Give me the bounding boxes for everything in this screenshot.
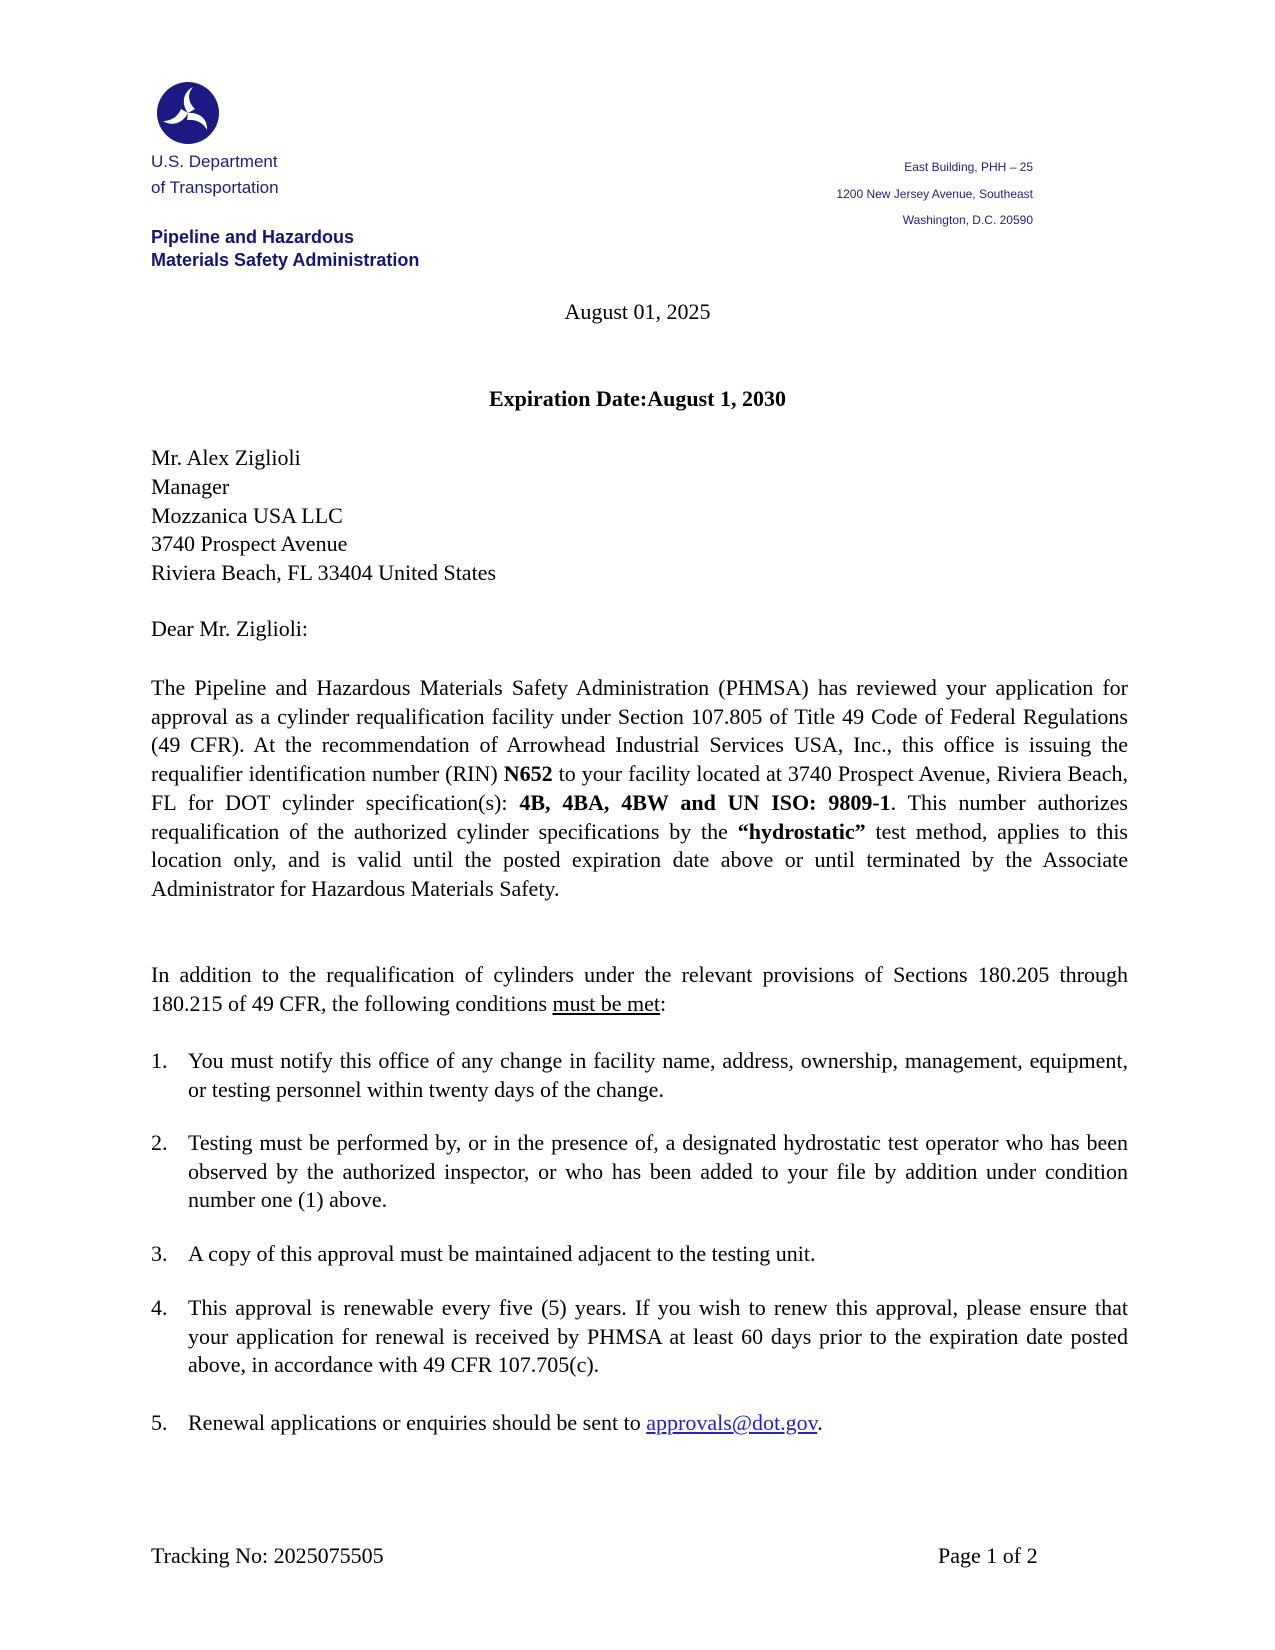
rin-number: N652	[503, 761, 553, 787]
test-method: “hydrostatic”	[737, 818, 866, 844]
paragraph1-part1: The Pipeline and Hazardous Materials Safety Administration (PHMSA) has reviewed your application for approval as a cylinder requalification facility under Section 107.805 of Title 49 Code of Federal Regulations (49 CFR). At the recommendation of Arrowhead Industrial Services USA, Inc., this office is issuing the requalifier identification number (RIN)	[151, 675, 1128, 787]
salutation: Dear Mr. Ziglioli:	[151, 616, 309, 641]
recipient-block	[151, 444, 496, 588]
condition-text	[188, 1409, 1128, 1438]
recipient-city: Riviera Beach, FL 33404 United States	[151, 560, 497, 586]
office-address	[836, 154, 1033, 234]
condition-number: 3.	[151, 1241, 168, 1266]
condition-number: 2.	[151, 1130, 168, 1155]
administration-line-1: Pipeline and Hazardous	[151, 227, 355, 247]
condition-text: A copy of this approval must be maintained adjacent to the testing unit.	[188, 1241, 816, 1266]
condition-item	[151, 1240, 1128, 1269]
department-line-2: of Transportation	[151, 178, 279, 197]
cylinder-specs: 4B, 4BA, 4BW and UN ISO: 9809-1	[519, 789, 891, 815]
paragraph1-part2: to your facility located at 3740 Prospect Avenue, Riviera Beach, FL for DOT cylinder specification(s):	[151, 761, 1128, 815]
must-be-met-underlined: must be met	[552, 990, 661, 1016]
department-name	[151, 149, 279, 201]
dot-logo-icon	[157, 82, 219, 144]
condition-text: Testing must be performed by, or in the presence of, a designated hydrostatic test operator who has been observed by the authorized inspector, or who has been added to your file by addition under condition number one (1) above.	[188, 1130, 1128, 1213]
recipient-name: Mr. Alex Ziglioli	[151, 445, 301, 470]
condition-number: 5.	[151, 1410, 168, 1435]
condition-5-text: Renewal applications or enquiries should be sent to	[188, 1410, 647, 1435]
recipient-company: Mozzanica USA LLC	[151, 502, 343, 528]
letter-date: August 01, 2025	[564, 299, 711, 324]
approval-paragraph	[151, 674, 1128, 904]
condition-5-after: .	[817, 1410, 823, 1435]
condition-item	[151, 1294, 1128, 1380]
address-line-1: East Building, PHH – 25	[904, 160, 1033, 174]
condition-item	[151, 1129, 1128, 1215]
department-line-1: U.S. Department	[151, 152, 278, 171]
address-line-3: Washington, D.C. 20590	[902, 213, 1033, 227]
recipient-title: Manager	[151, 473, 230, 499]
page-number: Page 1 of 2	[938, 1543, 1038, 1568]
paragraph1-part3: . This number authorizes requalification of the authorized cylinder specifications by the	[151, 789, 1128, 844]
conditions-intro-paragraph	[151, 961, 1128, 1018]
tracking-number: Tracking No: 2025075505	[151, 1543, 384, 1568]
expiration-date: Expiration Date:August 1, 2030	[488, 386, 786, 411]
approvals-email-link[interactable]: approvals@dot.gov	[646, 1410, 818, 1435]
condition-item	[151, 1047, 1128, 1104]
condition-number: 4.	[151, 1295, 168, 1320]
administration-line-2: Materials Safety Administration	[151, 250, 420, 270]
paragraph2-part1: In addition to the requalification of cylinders under the relevant provisions of Sections 180.205 through 180.215 of 49 CFR, the following conditions	[151, 962, 1128, 1016]
paragraph2-part2: :	[660, 990, 667, 1016]
condition-text: You must notify this office of any change in facility name, address, ownership, management, equipment, or testing personnel within twenty days of the change.	[188, 1048, 1128, 1102]
recipient-street: 3740 Prospect Avenue	[151, 531, 348, 557]
condition-text: This approval is renewable every five (5) years. If you wish to renew this approval, please ensure that your application for renewal is received by PHMSA at least 60 days prior to the expiration date posted above, in accordance with 49 CFR 107.705(c).	[188, 1295, 1128, 1378]
condition-number: 1.	[151, 1048, 168, 1073]
condition-item	[151, 1409, 1128, 1438]
administration-name	[151, 226, 419, 272]
address-line-2: 1200 New Jersey Avenue, Southeast	[836, 186, 1033, 201]
paragraph1-part4: test method, applies to this location only, and is valid until the posted expiration date above or until terminated by the Associate Administrator for Hazardous Materials Safety.	[151, 818, 1128, 901]
